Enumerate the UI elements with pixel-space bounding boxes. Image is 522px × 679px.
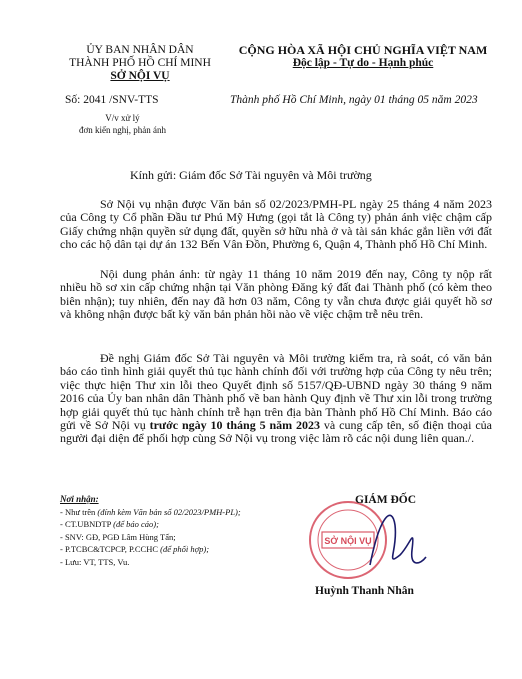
- date-line: Thành phố Hồ Chí Minh, ngày 01 tháng 05 năm 2023: [230, 94, 478, 106]
- recipient-5: - Lưu: VT, TTS, Vu.: [60, 556, 130, 567]
- national-motto: Độc lập - Tự do - Hạnh phúc: [292, 57, 434, 69]
- subject-line1: V/v xử lý: [105, 113, 140, 123]
- addressee: Kính gửi: Giám đốc Sở Tài nguyên và Môi trường: [130, 168, 372, 182]
- paragraph-3-deadline: trước ngày 10 tháng 5 năm 2023: [149, 418, 321, 433]
- stamp-label: SỞ NỘI VỤ: [324, 536, 372, 546]
- paragraph-1: [60, 198, 492, 252]
- paragraph-2-text: Nội dung phản ánh: từ ngày 11 tháng 10 năm 2019 đến nay, Công ty nộp rất nhiều hồ sơ xin cấp chứng nhận tại Văn phòng Đăng ký đất đai Thành phố (có kèm theo biên nhận); tuy nhiên, đến nay đã hơn 03 năm, Công ty vẫn chưa được giải quyết hồ sơ và không nhận được bất kỳ văn bản phản hồi nào về việc chậm trễ nêu trên.: [60, 267, 492, 322]
- recipient-4: [60, 543, 241, 556]
- recipient-1: [60, 506, 241, 519]
- recipient-1-name: - Như trên: [60, 506, 98, 517]
- issuer-line2: THÀNH PHỐ HỒ CHÍ MINH: [69, 57, 211, 69]
- national-title: CỘNG HÒA XÃ HỘI CHỦ NGHĨA VIỆT NAM: [238, 43, 488, 57]
- recipient-4-name: - P.TCBC&TCPCP, P.CCHC: [60, 544, 161, 554]
- recipient-2: [60, 518, 241, 531]
- national-header: [228, 44, 498, 70]
- paragraph-3-text: [60, 352, 492, 446]
- paragraph-3-part2: và cung cấp tên, số điện thoại của người đại diện để phối hợp cùng Sở Nội vụ trong việc làm rõ các nội dung liên quan./.: [60, 418, 492, 446]
- issuer-line1: ỦY BAN NHÂN DÂN: [86, 44, 194, 56]
- paragraph-3-part1: Đề nghị Giám đốc Sở Tài nguyên và Môi trường kiểm tra, rà soát, có văn bản báo cáo tình hình giải quyết thủ tục hành chính đối với trường hợp của Công ty nêu trên; việc thực hiện Thư xin lỗi theo Quyết định số 5157/QĐ-UBND ngày 30 tháng 9 năm 2016 của Ủy ban nhân dân Thành phố về ban hành Quy định về Thư xin lỗi trong trường hợp giải quyết thủ tục hành chính trễ hạn trên địa bàn Thành phố Hồ Chí Minh. Báo cáo gửi về Sở Nội vụ: [60, 351, 492, 433]
- paragraph-2: [60, 268, 492, 322]
- recipient-1-note: (đính kèm Văn bản số 02/2023/PMH-PL);: [97, 506, 241, 517]
- subject-line2: đơn kiến nghị, phản ánh: [79, 125, 166, 135]
- signer-name: Huỳnh Thanh Nhân: [315, 585, 414, 597]
- recipient-4-note: (để phối hợp);: [160, 544, 210, 554]
- recipients-title: Nơi nhận:: [60, 494, 99, 504]
- paragraph-3: [60, 352, 492, 446]
- recipients: [60, 493, 241, 568]
- paragraph-1-text: Sở Nội vụ nhận được Văn bản số 02/2023/PMH-PL ngày 25 tháng 4 năm 2023 của Công ty Cổ phần Đầu tư Phú Mỹ Hưng (gọi tắt là Công ty) phản ánh việc chậm cấp Giấy chứng nhận quyền sử dụng đất, quyền sở hữu nhà ở và tài sản khác gắn liền với đất cho các hộ dân tại dự án 132 Bến Vân Đồn, Phường 6, Quận 4, Thành phố Hồ Chí Minh.: [60, 197, 492, 252]
- recipient-3: - SNV: GĐ, PGĐ Lâm Hùng Tấn;: [60, 531, 176, 542]
- recipient-2-name: - CT.UBNDTP: [60, 519, 114, 529]
- signer-title: GIÁM ĐỐC: [355, 494, 417, 506]
- issuer-line3: SỞ NỘI VỤ: [110, 70, 170, 82]
- issuer-header: [60, 44, 220, 83]
- document-number: Số: 2041 /SNV-TTS: [65, 94, 159, 106]
- official-stamp: [300, 495, 430, 585]
- subject: [50, 112, 195, 136]
- recipient-2-note: (để báo cáo);: [113, 519, 159, 529]
